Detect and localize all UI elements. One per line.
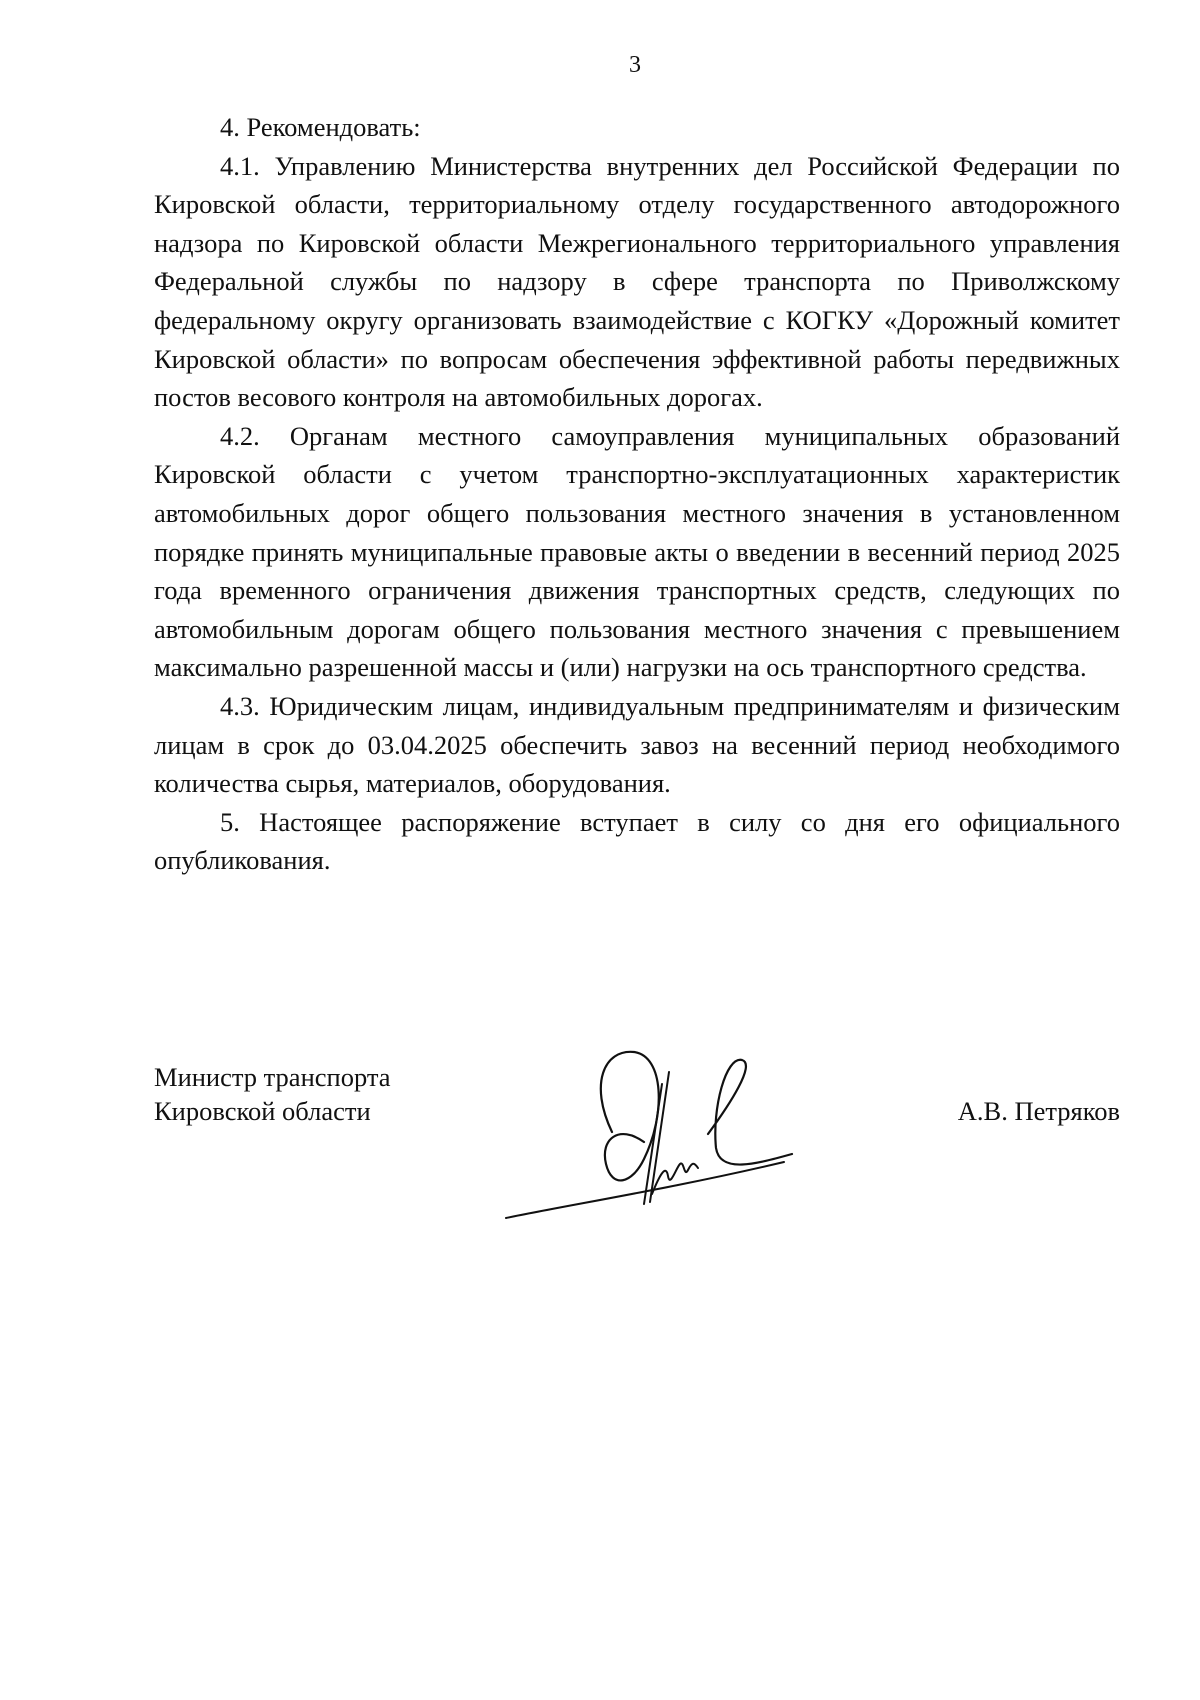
paragraph-5: 5. Настоящее распоряжение вступает в силу со дня его официального опубликования. [154,806,1120,876]
paragraph-4-2: 4.2. Органам местного самоуправления муниципальных образований Кировской области с учетом транспортно-эксплуатационных характеристик автомобильных дорог общего пользования местного значения в установленном порядке принять муниципальные правовые акты о введении в весенний период 2025 года временного ограничения движения транспортных средств, следующих по автомобильным дорогам общего пользования местного значения с превышением максимально разрешенной массы и (или) нагрузки на ось транспортного средства. [154,420,1120,683]
signer-position-line-1: Министр транспорта [154,1062,391,1092]
paragraph-4-1: 4.1. Управлению Министерства внутренних дел Российской Федерации по Кировской области, территориальному отделу государственного автодорожного надзора по Кировской области Межрегионального территориального управления Федеральной службы по надзору в сфере транспорта по Приволжскому федеральному округу организовать взаимодействие с КОГКУ «Дорожный комитет Кировской области» по вопросам обеспечения эффективной работы передвижных постов весового контроля на автомобильных дорогах. [154,150,1120,413]
paragraph-recommend: 4. Рекомендовать: [220,112,421,142]
paragraph-4-3: 4.3. Юридическим лицам, индивидуальным предпринимателям и физическим лицам в срок до 03.04.2025 обеспечить завоз на весенний период необходимого количества сырья, материалов, оборудования. [154,690,1120,799]
signer-position-line-2: Кировской области [154,1096,371,1126]
signer-name: А.В. Петряков [957,1096,1120,1126]
signer-position [154,1060,391,1128]
signature-block [154,1060,1120,1220]
page-number: 3 [629,52,641,78]
handwritten-signature [494,1044,794,1219]
document-body [154,108,1120,880]
